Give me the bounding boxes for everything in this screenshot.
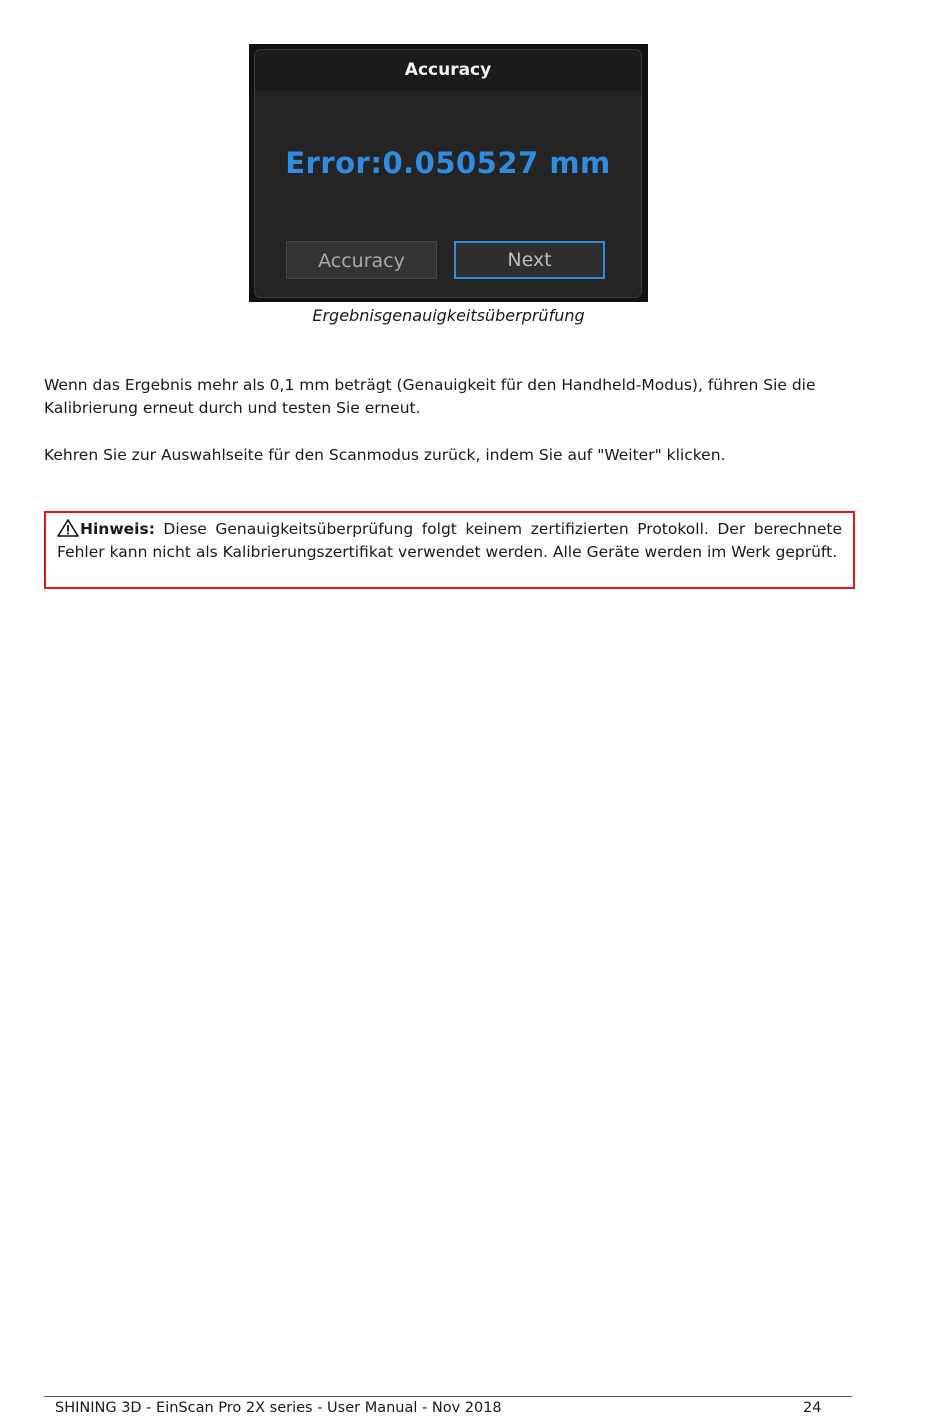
footer-divider [44, 1396, 852, 1397]
note-body: Diese Genauigkeitsüberprüfung folgt keinem zertifizierten Protokoll. Der berechnete Fehler kann nicht als Kalibrierungszertifikat verwendet werden. Alle Geräte werden im Werk geprüft. [57, 520, 842, 561]
dialog-title: Accuracy [255, 50, 641, 91]
note-box [44, 511, 855, 589]
paragraph-retry-calibration: Wenn das Ergebnis mehr als 0,1 mm beträgt (Genauigkeit für den Handheld-Modus), führen Sie die Kalibrierung erneut durch und testen Sie erneut. [44, 376, 816, 417]
figure-caption: Ergebnisgenauigkeitsüberprüfung [312, 306, 585, 325]
accuracy-dialog-screenshot [249, 44, 648, 302]
accuracy-button[interactable]: Accuracy [286, 241, 437, 279]
error-value-text: Error:0.050527 mm [285, 146, 611, 180]
page-number: 24 [803, 1400, 822, 1416]
footer-text: SHINING 3D - EinScan Pro 2X series - User Manual - Nov 2018 [55, 1400, 502, 1416]
note-label: Hinweis: [80, 520, 155, 538]
accuracy-dialog [254, 49, 642, 298]
note-text-block [57, 518, 842, 564]
warning-icon [57, 519, 79, 537]
next-button[interactable]: Next [454, 241, 605, 279]
paragraph-return-to-scan-mode: Kehren Sie zur Auswahlseite für den Scanmodus zurück, indem Sie auf "Weiter" klicken. [44, 446, 726, 464]
